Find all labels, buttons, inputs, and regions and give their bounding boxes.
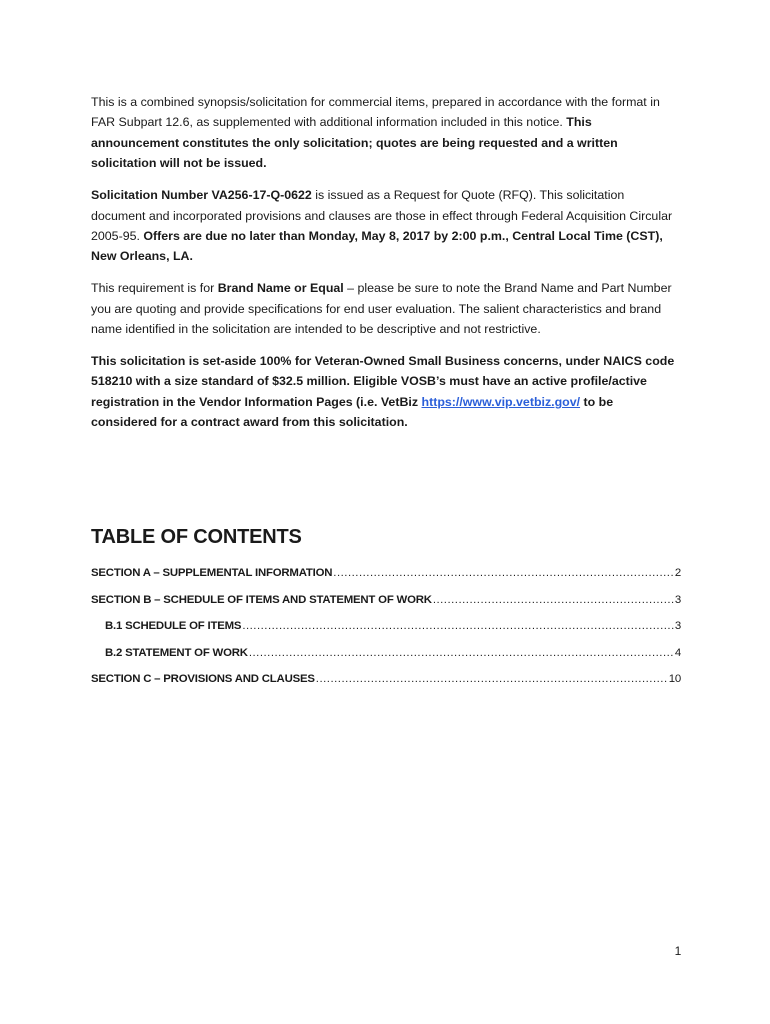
setaside-paragraph xyxy=(91,351,681,433)
intro-bold-text: This announcement constitutes the only solicitation; quotes are being requested and a written solicitation will not be issued. xyxy=(91,115,618,171)
toc-entry-b1[interactable] xyxy=(105,620,681,632)
setaside-text-end: to be considered for a contract award from this solicitation. xyxy=(91,394,614,430)
requirement-prefix: This requirement is for xyxy=(91,281,215,296)
toc-leader-dots xyxy=(333,567,674,579)
vetbiz-link[interactable]: https://www.vip.vetbiz.gov/ xyxy=(421,394,581,409)
toc-entry-section-c[interactable] xyxy=(91,673,681,685)
requirement-paragraph xyxy=(91,278,681,339)
page-number: 1 xyxy=(674,944,682,958)
requirement-text: – please be sure to note the Brand Name and Part Number you are quoting and provide specifications for end user evaluation. The salient characteristics and brand name identified in the solicitation are intended to be descriptive and not restrictive. xyxy=(91,281,672,337)
toc-entry-label: SECTION B – SCHEDULE OF ITEMS AND STATEMENT OF WORK xyxy=(91,594,432,606)
body-content xyxy=(91,92,681,444)
toc-leader-dots xyxy=(433,594,674,606)
toc-leader-dots xyxy=(242,620,674,632)
solicitation-text: is issued as a Request for Quote (RFQ). This solicitation document and incorporated provisions and clauses are those in effect through Federal Acquisition Circular 2005-95. xyxy=(91,188,673,243)
toc-entry-label: B.1 SCHEDULE OF ITEMS xyxy=(105,620,242,632)
toc-entry-section-a[interactable] xyxy=(91,567,681,579)
toc-entry-page: 10 xyxy=(668,673,681,685)
intro-text: This is a combined synopsis/solicitation for commercial items, prepared in accordance with the format in FAR Subpart 12.6, as supplemented with additional information included in this notice. xyxy=(91,95,660,130)
solicitation-number: Solicitation Number VA256-17-Q-0622 xyxy=(91,188,312,203)
toc-entry-b2[interactable] xyxy=(105,647,681,659)
toc-entry-section-b[interactable] xyxy=(91,594,681,606)
brand-name-or-equal: Brand Name or Equal xyxy=(217,281,344,296)
solicitation-paragraph xyxy=(91,185,681,267)
offer-deadline: Offers are due no later than Monday, May 8, 2017 by 2:00 p.m., Central Local Time (CST), New Orleans, LA. xyxy=(91,228,663,264)
toc-entry-label: B.2 STATEMENT OF WORK xyxy=(105,647,248,659)
toc-entry-page: 3 xyxy=(674,594,681,606)
toc-leader-dots xyxy=(316,673,668,685)
toc-entry-page: 3 xyxy=(674,620,681,632)
toc-entry-page: 2 xyxy=(674,567,681,579)
toc-leader-dots xyxy=(249,647,674,659)
intro-paragraph xyxy=(91,92,681,174)
toc-entry-page: 4 xyxy=(674,647,681,659)
setaside-text: This solicitation is set-aside 100% for Veteran-Owned Small Business concerns, under NAICS code 518210 with a size standard of $32.5 million. Eligible VOSB’s must have an active profile/active registration in the Vendor Information Pages (i.e. VetBiz xyxy=(91,353,675,409)
toc-entry-label: SECTION A – SUPPLEMENTAL INFORMATION xyxy=(91,567,333,579)
toc-title: TABLE OF CONTENTS xyxy=(91,526,302,548)
toc-entry-label: SECTION C – PROVISIONS AND CLAUSES xyxy=(91,673,315,685)
